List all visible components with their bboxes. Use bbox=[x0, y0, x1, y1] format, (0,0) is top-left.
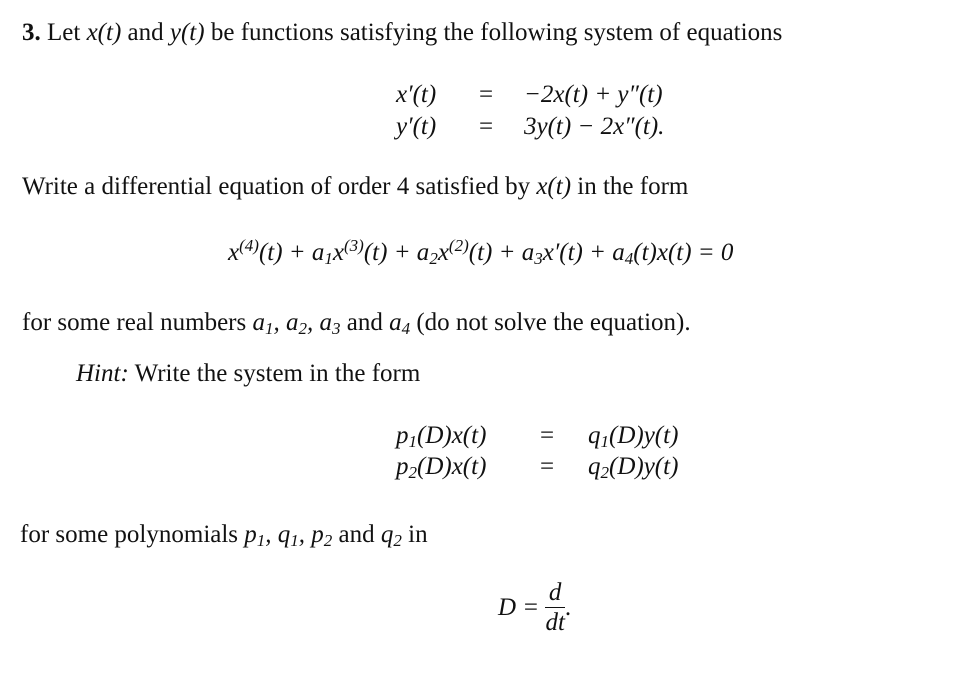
poly-row2-lhs: $p_2(D)x(t)$ bbox=[396, 453, 487, 483]
instruction-text: Write a differential equation of order 4 satisfied by bbox=[22, 173, 531, 200]
polynomials-and: and bbox=[338, 521, 375, 548]
coefficients-last: $a_4$ bbox=[389, 309, 411, 339]
system-row-1 bbox=[0, 82, 967, 110]
poly-row-2 bbox=[0, 454, 967, 482]
system-row2-rhs: 3y(t) − 2x″(t). bbox=[524, 113, 665, 140]
hint-label: Hint: bbox=[76, 360, 129, 387]
system-row-2 bbox=[0, 114, 967, 142]
poly-row1-lhs: $p_1(D)x(t)$ bbox=[396, 422, 487, 452]
poly-row1-rhs: $q_1(D)y(t)$ bbox=[588, 422, 679, 452]
instruction-var: x(t) bbox=[536, 173, 572, 200]
x-of-t: x(t) bbox=[86, 19, 122, 46]
problem-statement-line bbox=[22, 20, 782, 45]
d-fraction-numerator: d bbox=[548, 579, 562, 606]
y-of-t: y(t) bbox=[169, 19, 205, 46]
fraction-bar bbox=[545, 607, 564, 608]
coefficients-line bbox=[22, 309, 691, 339]
coefficients-text: for some real numbers bbox=[22, 309, 247, 336]
intro-text: Let bbox=[47, 19, 81, 46]
hint-line bbox=[76, 361, 420, 386]
coefficients-and: and bbox=[346, 309, 383, 336]
poly-row2-rhs: $q_2(D)y(t)$ bbox=[588, 453, 679, 483]
system-row2-lhs: y′(t) bbox=[396, 113, 437, 140]
d-fraction bbox=[545, 580, 564, 635]
poly-row1-eq: = bbox=[540, 422, 555, 449]
polynomials-end: in bbox=[408, 521, 428, 548]
system-row1-eq: = bbox=[479, 81, 494, 108]
instruction-text-end: in the form bbox=[577, 173, 689, 200]
d-definition bbox=[498, 580, 571, 635]
coefficients-vars: $a_1$, $a_2$, $a_3$ bbox=[252, 309, 341, 339]
system-row2-eq: = bbox=[479, 113, 494, 140]
polynomials-text: for some polynomials bbox=[20, 521, 239, 548]
poly-row2-eq: = bbox=[540, 453, 555, 480]
polynomials-vars: $p_1$, $q_1$, $p_2$ bbox=[244, 521, 333, 551]
coefficients-paren: (do not solve the equation). bbox=[416, 309, 691, 336]
intro-and: and bbox=[127, 19, 164, 46]
instruction-line bbox=[22, 174, 688, 199]
target-equation: $x^{(4)}(t) + a_1x^{(3)}(t) + a_2x^{(2)}(t) + a_3x'(t) + a_4(t)x(t) = 0$ bbox=[228, 235, 734, 269]
polynomials-last: $q_2$ bbox=[380, 521, 402, 551]
intro-text-end: be functions satisfying the following system of equations bbox=[210, 19, 783, 46]
d-fraction-denominator: dt bbox=[545, 609, 565, 636]
system-row1-rhs: −2x(t) + y″(t) bbox=[524, 81, 663, 108]
d-def-end: . bbox=[564, 594, 572, 621]
d-def-lhs: D = bbox=[498, 594, 540, 621]
system-row1-lhs: x′(t) bbox=[396, 81, 437, 108]
hint-text: Write the system in the form bbox=[134, 360, 421, 387]
poly-row-1 bbox=[0, 423, 967, 451]
problem-number: 3. bbox=[22, 19, 41, 46]
polynomials-line bbox=[20, 521, 428, 551]
